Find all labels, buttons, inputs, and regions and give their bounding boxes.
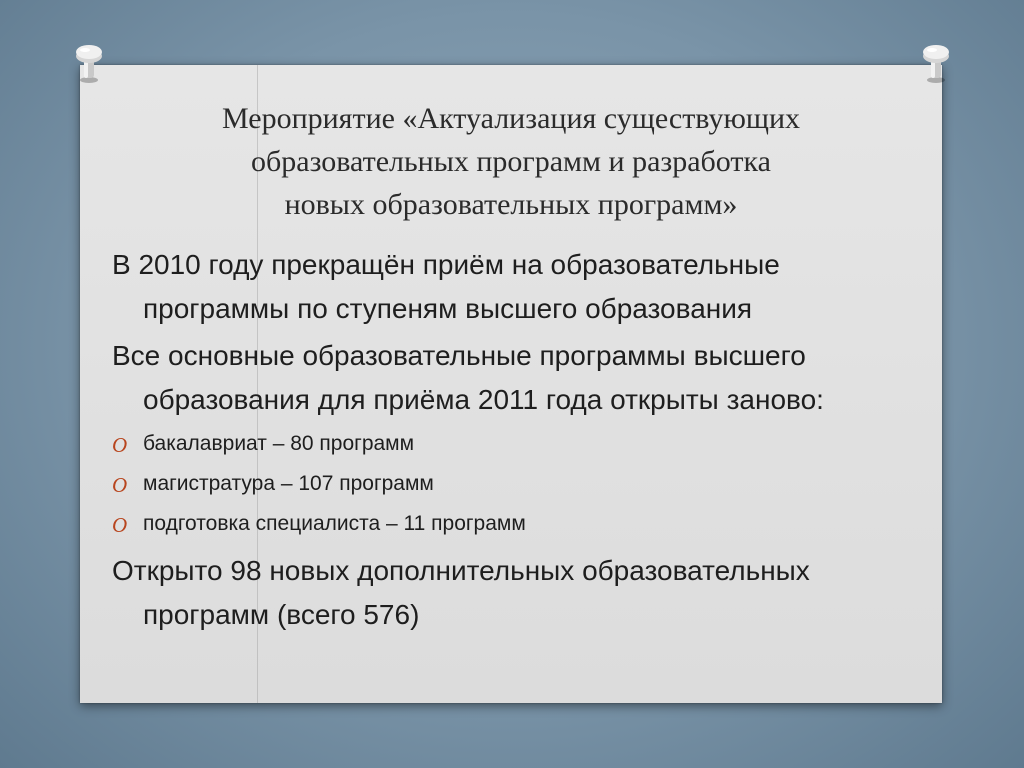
bullet-item [112, 465, 927, 505]
bullet-item [112, 505, 927, 545]
title-line: образовательных программ и разработка [251, 145, 771, 178]
title-line: Мероприятие «Актуализация существующих [221, 102, 801, 135]
bullet-marker-icon: O [112, 513, 128, 537]
pushpin-icon [72, 40, 106, 84]
paragraph: В 2010 году прекращён приём на образовательные программы по ступеням высшего образования [112, 249, 780, 324]
paragraph: Открыто 98 новых дополнительных образовательных программ (всего 576) [112, 555, 810, 630]
bullet-marker-icon: O [112, 473, 128, 497]
paragraph: Все основные образовательные программы высшего образования для приёма 2011 года открыты заново: [112, 340, 824, 415]
bullet-text: бакалавриат – 80 программ [143, 432, 415, 455]
bullet-text: подготовка специалиста – 11 программ [143, 512, 526, 535]
bullet-text: магистратура – 107 программ [143, 472, 434, 495]
bullet-marker-icon: O [112, 433, 128, 457]
slide-content [112, 243, 927, 637]
bullet-item [112, 425, 927, 465]
pushpin-icon [919, 40, 953, 84]
slide-title [80, 97, 942, 226]
title-line: новых образовательных программ» [284, 188, 738, 221]
